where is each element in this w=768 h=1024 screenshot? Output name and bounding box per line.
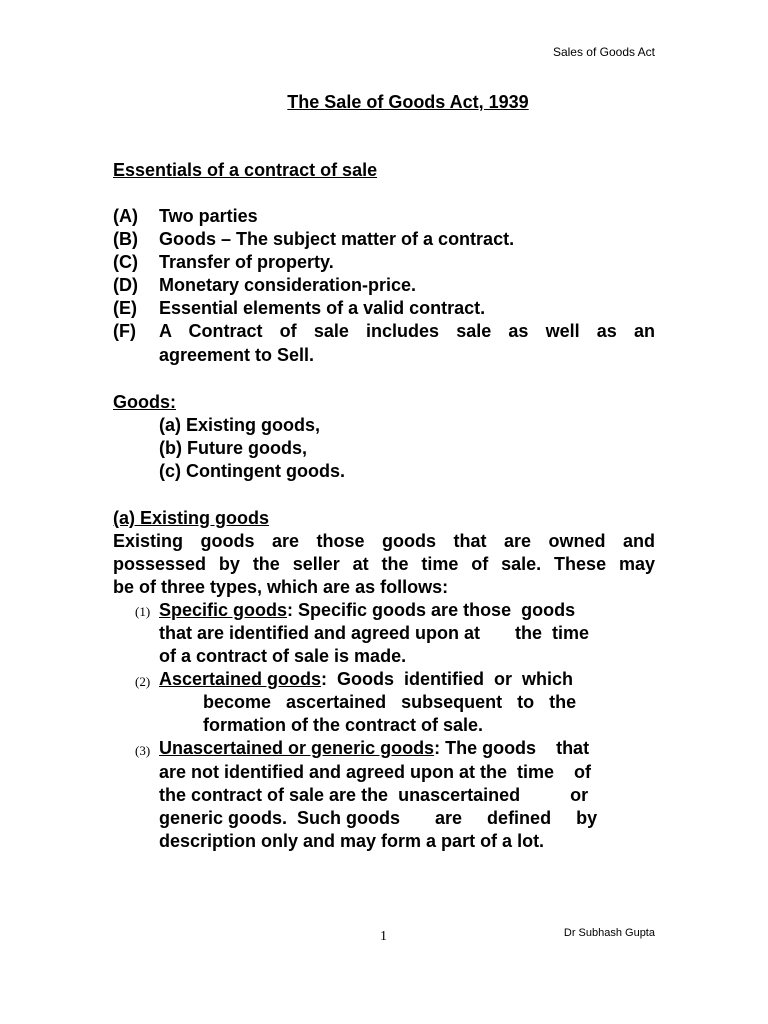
type-line: become ascertained subsequent to the [203, 692, 577, 712]
type-number: (2) [135, 674, 151, 689]
item-label: (F) [113, 321, 136, 341]
essentials-heading [113, 160, 377, 181]
type-line [159, 669, 573, 690]
type-term: Unascertained or generic goods [159, 738, 435, 758]
goods-item: (b) Future goods, [159, 438, 307, 458]
essentials-item-text-cont: agreement to Sell. [159, 345, 315, 365]
footer-author: Dr Subhash Gupta [563, 927, 655, 939]
type-line: of a contract of sale is made. [159, 646, 407, 666]
page-number: 1 [380, 929, 387, 944]
type-line [159, 738, 589, 759]
item-label: (D) [113, 275, 138, 295]
type-line-rest: : The goods that [434, 738, 590, 758]
type-term: Ascertained goods [159, 669, 322, 689]
type-line: generic goods. Such goods are defined by [159, 808, 598, 828]
type-line: description only and may form a part of a lot. [159, 831, 545, 851]
type-number: (3) [135, 743, 151, 758]
page-title [0, 92, 768, 113]
item-text: Monetary consideration-price. [159, 275, 417, 295]
running-header: Sales of Goods Act [552, 45, 655, 59]
item-label: (B) [113, 229, 138, 249]
type-line [159, 600, 575, 621]
type-line: that are identified and agreed upon at the time [159, 623, 590, 643]
type-line: are not identified and agreed upon at the time of [159, 762, 592, 782]
type-line: the contract of sale are the unascertained or [159, 785, 589, 805]
goods-heading [113, 392, 176, 413]
existing-para-line: be of three types, which are as follows: [113, 577, 449, 597]
existing-para-line: Existing goods are those goods that are owned and [113, 531, 655, 551]
type-term: Specific goods [159, 600, 288, 620]
item-label: (E) [113, 298, 137, 318]
type-line-rest: : Specific goods are those goods [287, 600, 576, 620]
existing-heading [113, 508, 269, 529]
page-title-text: The Sale of Goods Act, 1939 [287, 92, 529, 112]
existing-para-line: possessed by the seller at the time of sale. These may [113, 554, 655, 574]
type-line-rest: : Goods identified or which [321, 669, 574, 689]
essentials-heading-text: Essentials of a contract of sale [113, 160, 378, 180]
existing-heading-text: (a) Existing goods [113, 508, 270, 528]
goods-item: (c) Contingent goods. [159, 461, 345, 481]
goods-item: (a) Existing goods, [159, 415, 321, 435]
item-text: Two parties [159, 206, 258, 226]
item-text: Transfer of property. [159, 252, 334, 272]
item-label: (C) [113, 252, 138, 272]
essentials-item-text: A Contract of sale includes sale as well as an [159, 321, 655, 341]
item-text: Essential elements of a valid contract. [159, 298, 486, 318]
item-label: (A) [113, 206, 138, 226]
type-number: (1) [135, 604, 151, 619]
goods-heading-text: Goods: [113, 392, 176, 412]
type-line: formation of the contract of sale. [203, 715, 484, 735]
item-text: Goods – The subject matter of a contract. [159, 229, 515, 249]
